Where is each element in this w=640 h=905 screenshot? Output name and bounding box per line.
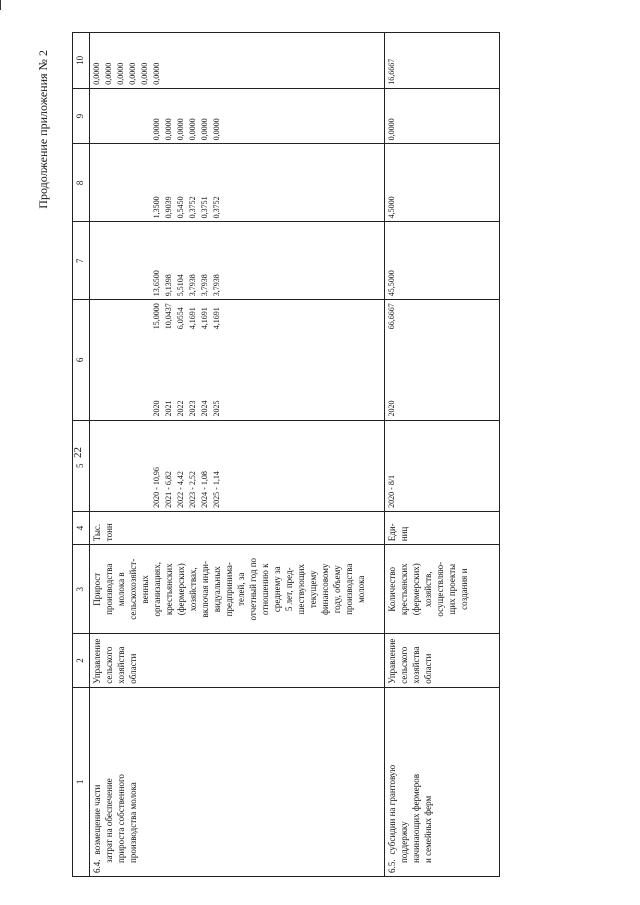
measure-name-cell: 6.5.субсидии на грантовую поддержку начинающих фермеров и семейных ферм	[385, 687, 500, 876]
column-header: 2	[73, 634, 90, 687]
continuation-label: Продолжение приложения № 2	[36, 50, 50, 209]
column-header: 6	[73, 300, 90, 420]
value-cell: 45,5000	[385, 222, 500, 300]
table-row	[90, 33, 385, 877]
indicator-cell: Количество крестьянских (фермерских) хозяйств, осуществляю- щих проекты создания и	[385, 545, 500, 634]
column-header: 4	[73, 511, 90, 544]
value-cell: 4,5000	[385, 144, 500, 222]
table-row	[385, 33, 500, 877]
value-cell: 0,0000 0,0000 0,0000 0,0000 0,0000 0,0000	[90, 88, 385, 144]
column-header: 1	[73, 687, 90, 876]
measure-code: 6.5.	[387, 859, 397, 873]
column-header: 7	[73, 222, 90, 300]
column-header: 9	[73, 88, 90, 144]
column-header: 8	[73, 144, 90, 222]
appendix-table	[72, 32, 500, 877]
measure-name-cell: 6.4.возмещение части затрат на обеспечение прироста собственного производства молока	[90, 687, 385, 876]
unit-cell: Тыс. тонн	[90, 511, 385, 544]
column-header: 10	[73, 33, 90, 89]
unit-cell: Еди- ниц	[385, 511, 500, 544]
measure-code: 6.4.	[92, 859, 102, 873]
executor-cell: Управление сельского хозяйства области	[90, 634, 385, 687]
value-cell: 13,6500 9,1398 5,5104 3,7938 3,7938 3,7938	[90, 222, 385, 300]
top-rule	[0, 0, 1, 10]
targets-cell: 2020 - 8/1	[385, 420, 500, 511]
column-header: 3	[73, 545, 90, 634]
header-row	[73, 33, 90, 877]
indicator-cell: Прирост производства молока в сельскохозяйст- венных организациях, крестьянских (фермерских) хозяйствах, включая инди- видуальных предпринима- телей, за отчетный год по отношению к среднему за 5 лет, пред- шествующих текущему финансовому году, объему производства молока	[90, 545, 385, 634]
value-cell: 0,0000	[385, 88, 500, 144]
value-cell: 0,0000 0,0000 0,0000 0,0000 0,0000 0,0000	[90, 33, 385, 89]
column-header: 5	[73, 420, 90, 511]
executor-cell: Управление сельского хозяйства области	[385, 634, 500, 687]
targets-cell: 2020 - 10,96 2021 - 6,82 2022 - 4,42 2023 - 2,52 2024 - 1,08 2025 - 1,14	[90, 420, 385, 511]
value-cell: 1,3500 0,9039 0,5450 0,3752 0,3751 0,3752	[90, 144, 385, 222]
page-number: 22	[72, 447, 84, 458]
value-cell: 16,6667	[385, 33, 500, 89]
year-total-cell: 2020 66,6667	[385, 300, 500, 420]
year-total-cell: 2020 2021 2022 2023 2024 2025 15,0000 10,0437 6,0554 4,1691 4,1691 4,1691	[90, 300, 385, 420]
